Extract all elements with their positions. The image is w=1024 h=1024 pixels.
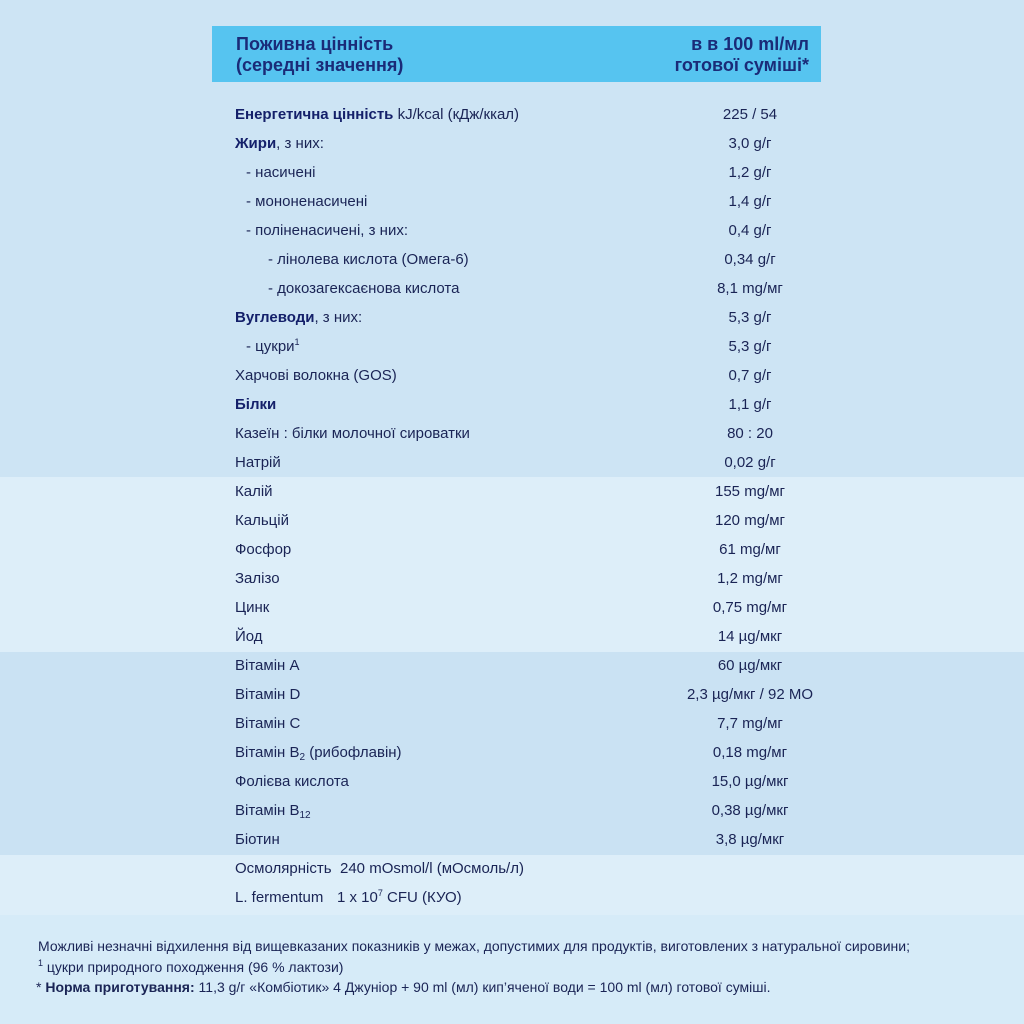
row-calcium xyxy=(0,506,1024,535)
row-label: - лінолева кислота (Омега-6) xyxy=(268,251,469,268)
row-value: 61 mg/мг xyxy=(719,541,781,558)
row-casein-whey xyxy=(0,419,1024,448)
row-label: - мононенасичені xyxy=(246,193,368,210)
row-vitamin-d xyxy=(0,680,1024,709)
row-label: Жири, з них: xyxy=(235,135,324,152)
header-title: Поживна цінність (середні значення) xyxy=(236,34,404,75)
row-value: 15,0 µg/мкг xyxy=(711,773,789,790)
row-label: Кальцій xyxy=(235,512,289,529)
row-value: 0,02 g/г xyxy=(724,454,776,471)
row-label: Енергетична цінність kJ/kcal (кДж/ккал) xyxy=(235,106,520,123)
row-label: Залізо xyxy=(235,570,280,587)
row-biotin xyxy=(0,825,1024,854)
row-label: Вітамін D xyxy=(235,686,301,703)
table-header xyxy=(212,26,821,82)
row-label: - цукри$^1$ xyxy=(246,337,300,355)
row-label: Фосфор xyxy=(235,541,292,558)
row-value: 0,18 mg/мг xyxy=(712,744,788,761)
row-vitamin-c xyxy=(0,709,1024,738)
footnote-preparation: * Норма приготування: 11,3 g/г «Комбіотик» 4 Джуніор + 90 ml (мл) кип’яченої води = 100 ml (мл) готової суміші. xyxy=(36,979,771,995)
row-label: Цинк xyxy=(235,599,270,616)
row-label: Біотин xyxy=(235,831,280,848)
row-value: 5,3 g/г xyxy=(728,309,772,326)
row-linoleic-acid xyxy=(0,245,1024,274)
row-value: 0,7 g/г xyxy=(728,367,772,384)
row-dha xyxy=(0,274,1024,303)
footnote-deviation: Можливі незначні відхилення від вищевказаних показників у межах, допустимих для продуктів, виготовлених з натуральної сировини; xyxy=(38,938,910,954)
row-value: 60 µg/мкг xyxy=(717,657,783,674)
row-value: 120 mg/мг xyxy=(715,512,785,529)
row-value: 5,3 g/г xyxy=(728,338,772,355)
row-label: Харчові волокна (GOS) xyxy=(235,367,397,384)
row-sugars xyxy=(0,332,1024,361)
row-potassium xyxy=(0,477,1024,506)
row-value: 1,1 g/г xyxy=(728,396,772,413)
row-value: 8,1 mg/мг xyxy=(717,280,783,297)
row-l-fermentum xyxy=(0,883,1024,912)
row-label: Вуглеводи, з них: xyxy=(235,309,363,326)
row-label: Осмолярність xyxy=(235,860,332,877)
row-label: - докозагексаєнова кислота xyxy=(268,280,460,297)
row-proteins xyxy=(0,390,1024,419)
row-value: 155 mg/мг xyxy=(715,483,785,500)
row-label: Казеїн : білки молочної сироватки xyxy=(235,425,470,442)
row-value: 80 : 20 xyxy=(727,425,773,442)
row-carbohydrates xyxy=(0,303,1024,332)
row-label: Вітамін $B_{12}$ xyxy=(235,802,311,821)
footnote-sugars: $^1$ цукри природного походження (96 % лактози) xyxy=(38,958,344,975)
row-extra-value: 1 x $10^7$ CFU (КУО) xyxy=(337,888,462,906)
row-value: 1,2 mg/мг xyxy=(717,570,783,587)
row-extra-value: 240 mOsmol/l (мОсмоль/л) xyxy=(340,860,524,877)
row-value: 1,2 g/г xyxy=(728,164,772,181)
row-label: Білки xyxy=(235,396,277,413)
row-energy xyxy=(0,100,1024,129)
row-value: 2,3 µg/мкг / 92 МО xyxy=(686,686,814,703)
row-dietary-fiber xyxy=(0,361,1024,390)
row-iron xyxy=(0,564,1024,593)
row-label: Калій xyxy=(235,483,273,500)
row-value: 3,8 µg/мкг xyxy=(715,831,785,848)
row-value: 225 / 54 xyxy=(722,106,778,123)
header-unit: в в 100 ml/мл готової суміші* xyxy=(674,34,809,75)
row-label: Вітамін С xyxy=(235,715,301,732)
row-fats xyxy=(0,129,1024,158)
row-value: 0,4 g/г xyxy=(728,222,772,239)
row-vitamin-b2 xyxy=(0,738,1024,767)
row-value: 0,34 g/г xyxy=(724,251,776,268)
row-polyunsaturated xyxy=(0,216,1024,245)
row-monounsaturated xyxy=(0,187,1024,216)
row-value: 14 µg/мкг xyxy=(717,628,783,645)
row-osmolarity xyxy=(0,854,1024,883)
row-value: 3,0 g/г xyxy=(728,135,772,152)
row-saturated xyxy=(0,158,1024,187)
row-value: 0,75 mg/мг xyxy=(712,599,788,616)
row-vitamin-b12 xyxy=(0,796,1024,825)
row-zinc xyxy=(0,593,1024,622)
row-label: L. fermentum xyxy=(235,889,324,906)
row-folic-acid xyxy=(0,767,1024,796)
row-label: Вітамін $B_2$ (рибофлавін) xyxy=(235,744,402,763)
row-label: - поліненасичені, з них: xyxy=(246,222,408,239)
row-label: Натрій xyxy=(235,454,281,471)
row-value: 1,4 g/г xyxy=(728,193,772,210)
row-vitamin-a xyxy=(0,651,1024,680)
row-phosphorus xyxy=(0,535,1024,564)
row-value: 0,38 µg/мкг xyxy=(711,802,789,819)
row-value: 7,7 mg/мг xyxy=(717,715,783,732)
row-label: Вітамін А xyxy=(235,657,300,674)
row-label: - насичені xyxy=(246,164,316,181)
row-sodium xyxy=(0,448,1024,477)
row-iodine xyxy=(0,622,1024,651)
row-label: Йод xyxy=(235,628,263,645)
row-label: Фолієва кислота xyxy=(235,773,349,790)
